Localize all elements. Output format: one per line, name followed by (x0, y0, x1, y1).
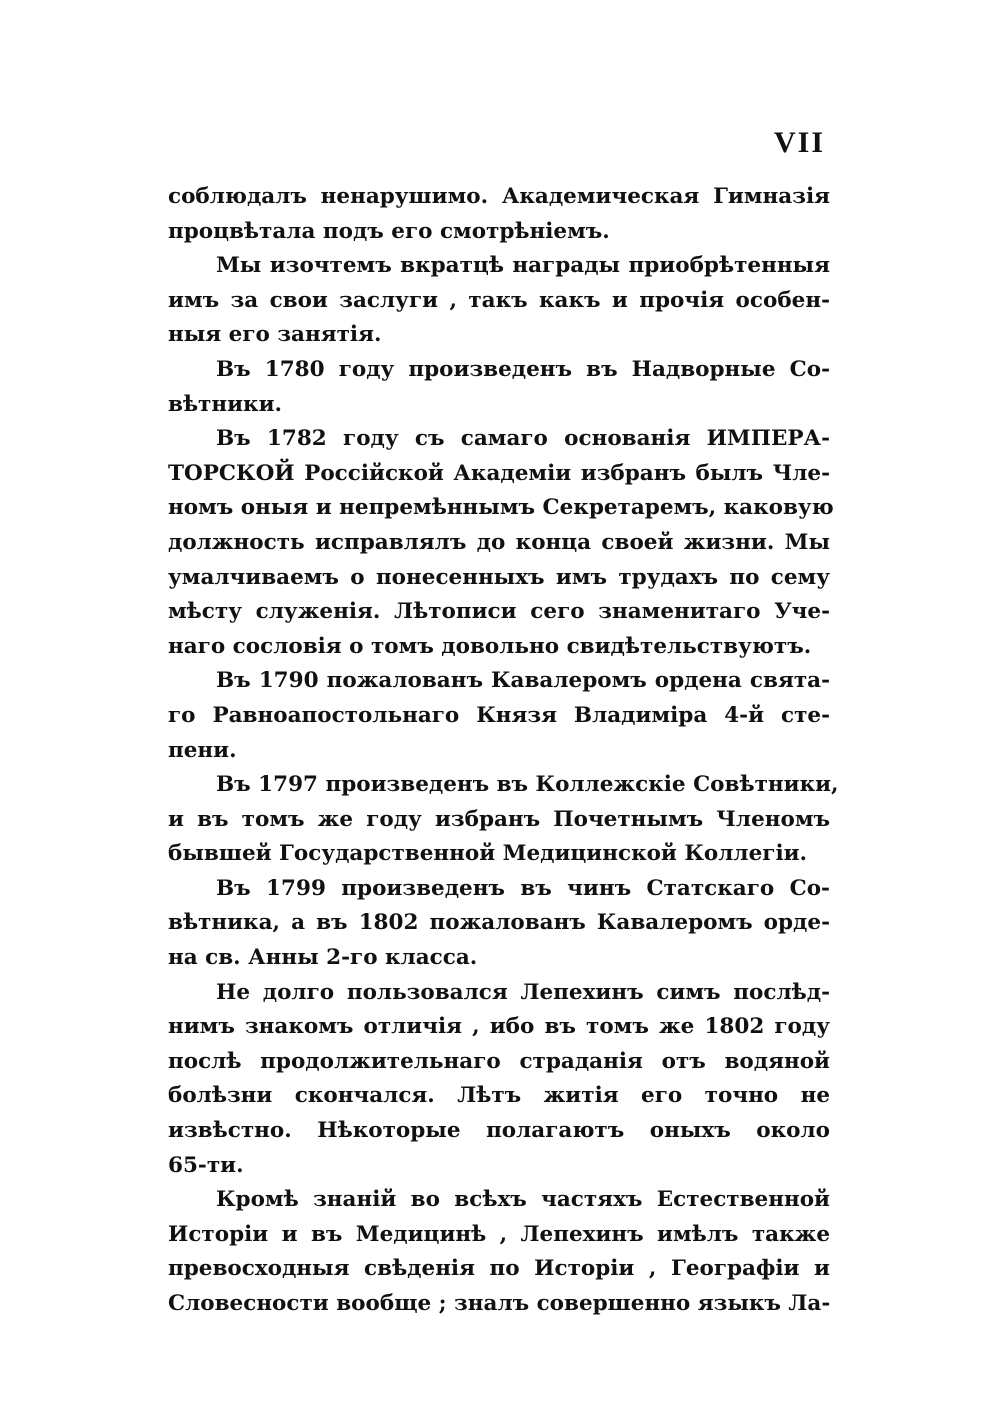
text-line: болѣзни скончался. Лѣтъ житія его точно не (168, 1083, 830, 1109)
text-line: Въ 1782 году съ самаго основанія ИМПЕРА- (216, 426, 830, 452)
text-line: Исторіи и въ Медицинѣ , Лепехинъ имѣлъ также (168, 1221, 830, 1247)
text-line: вѣтника, а въ 1802 пожалованъ Кавалеромъ орде- (168, 910, 830, 936)
text-line: ТОРСКОЙ Россійской Академіи избранъ былъ Чле- (168, 460, 830, 486)
text-line: на св. Анны 2-го класса. (168, 945, 478, 971)
text-line: Въ 1797 произведенъ въ Коллежскіе Совѣтники, (216, 772, 839, 798)
text-line: наго сословія о томъ довольно свидѣтельствуютъ. (168, 633, 812, 659)
text-line: нимъ знакомъ отличія , ибо въ томъ же 1802 году (168, 1014, 830, 1040)
text-line: Въ 1780 году произведенъ въ Надворные Со- (216, 356, 830, 382)
text-line: извѣстно. Нѣкоторые полагаютъ оныхъ около (168, 1118, 830, 1144)
text-line: Не долго пользовался Лепехинъ симъ послѣд- (216, 979, 830, 1005)
text-line: процвѣтала подъ его смотрѣніемъ. (168, 218, 610, 244)
text-line: Въ 1790 пожалованъ Кавалеромъ ордена свята- (216, 668, 830, 694)
text-line: го Равноапостольнаго Князя Владиміра 4-й сте- (168, 702, 830, 728)
text-line: пени. (168, 737, 237, 763)
text-line: Мы изочтемъ вкратцѣ награды приобрѣтенныя (216, 253, 830, 279)
text-line: соблюдалъ ненарушимо. Академическая Гимназія (168, 184, 830, 209)
text-line: имъ за свои заслуги , такъ какъ и прочія особен- (168, 287, 830, 313)
text-line: 65-ти. (168, 1152, 244, 1178)
text-line: мѣсту служенія. Лѣтописи сего знаменитаго Уче- (168, 599, 830, 625)
text-line: Словесности вообще ; зналъ совершенно языкъ Ла- (168, 1291, 831, 1316)
body-text (168, 180, 839, 1322)
text-line: Въ 1799 произведенъ въ чинъ Статскаго Со- (216, 875, 830, 901)
text-line: бывшей Государственной Медицинской Коллегіи. (168, 841, 808, 867)
text-line: Кромѣ знаній во всѣхъ частяхъ Естественной (216, 1187, 830, 1213)
text-line: должность исправлялъ до конца своей жизни. Мы (168, 529, 830, 555)
text-line: номъ оныя и непремѣннымъ Секретаремъ, каковую (168, 495, 834, 521)
text-line: вѣтники. (168, 391, 283, 417)
text-line: послѣ продолжительнаго страданія отъ водяной (168, 1048, 830, 1074)
text-line: умалчиваемъ о понесенныхъ имъ трудахъ по сему (168, 564, 830, 590)
text-line: превосходныя свѣденія по Исторіи , Географіи и (168, 1256, 830, 1282)
text-line: и въ томъ же году избранъ Почетнымъ Членомъ (168, 806, 830, 832)
text-line: ныя его занятія. (168, 322, 382, 348)
page-number: VII (774, 126, 826, 159)
